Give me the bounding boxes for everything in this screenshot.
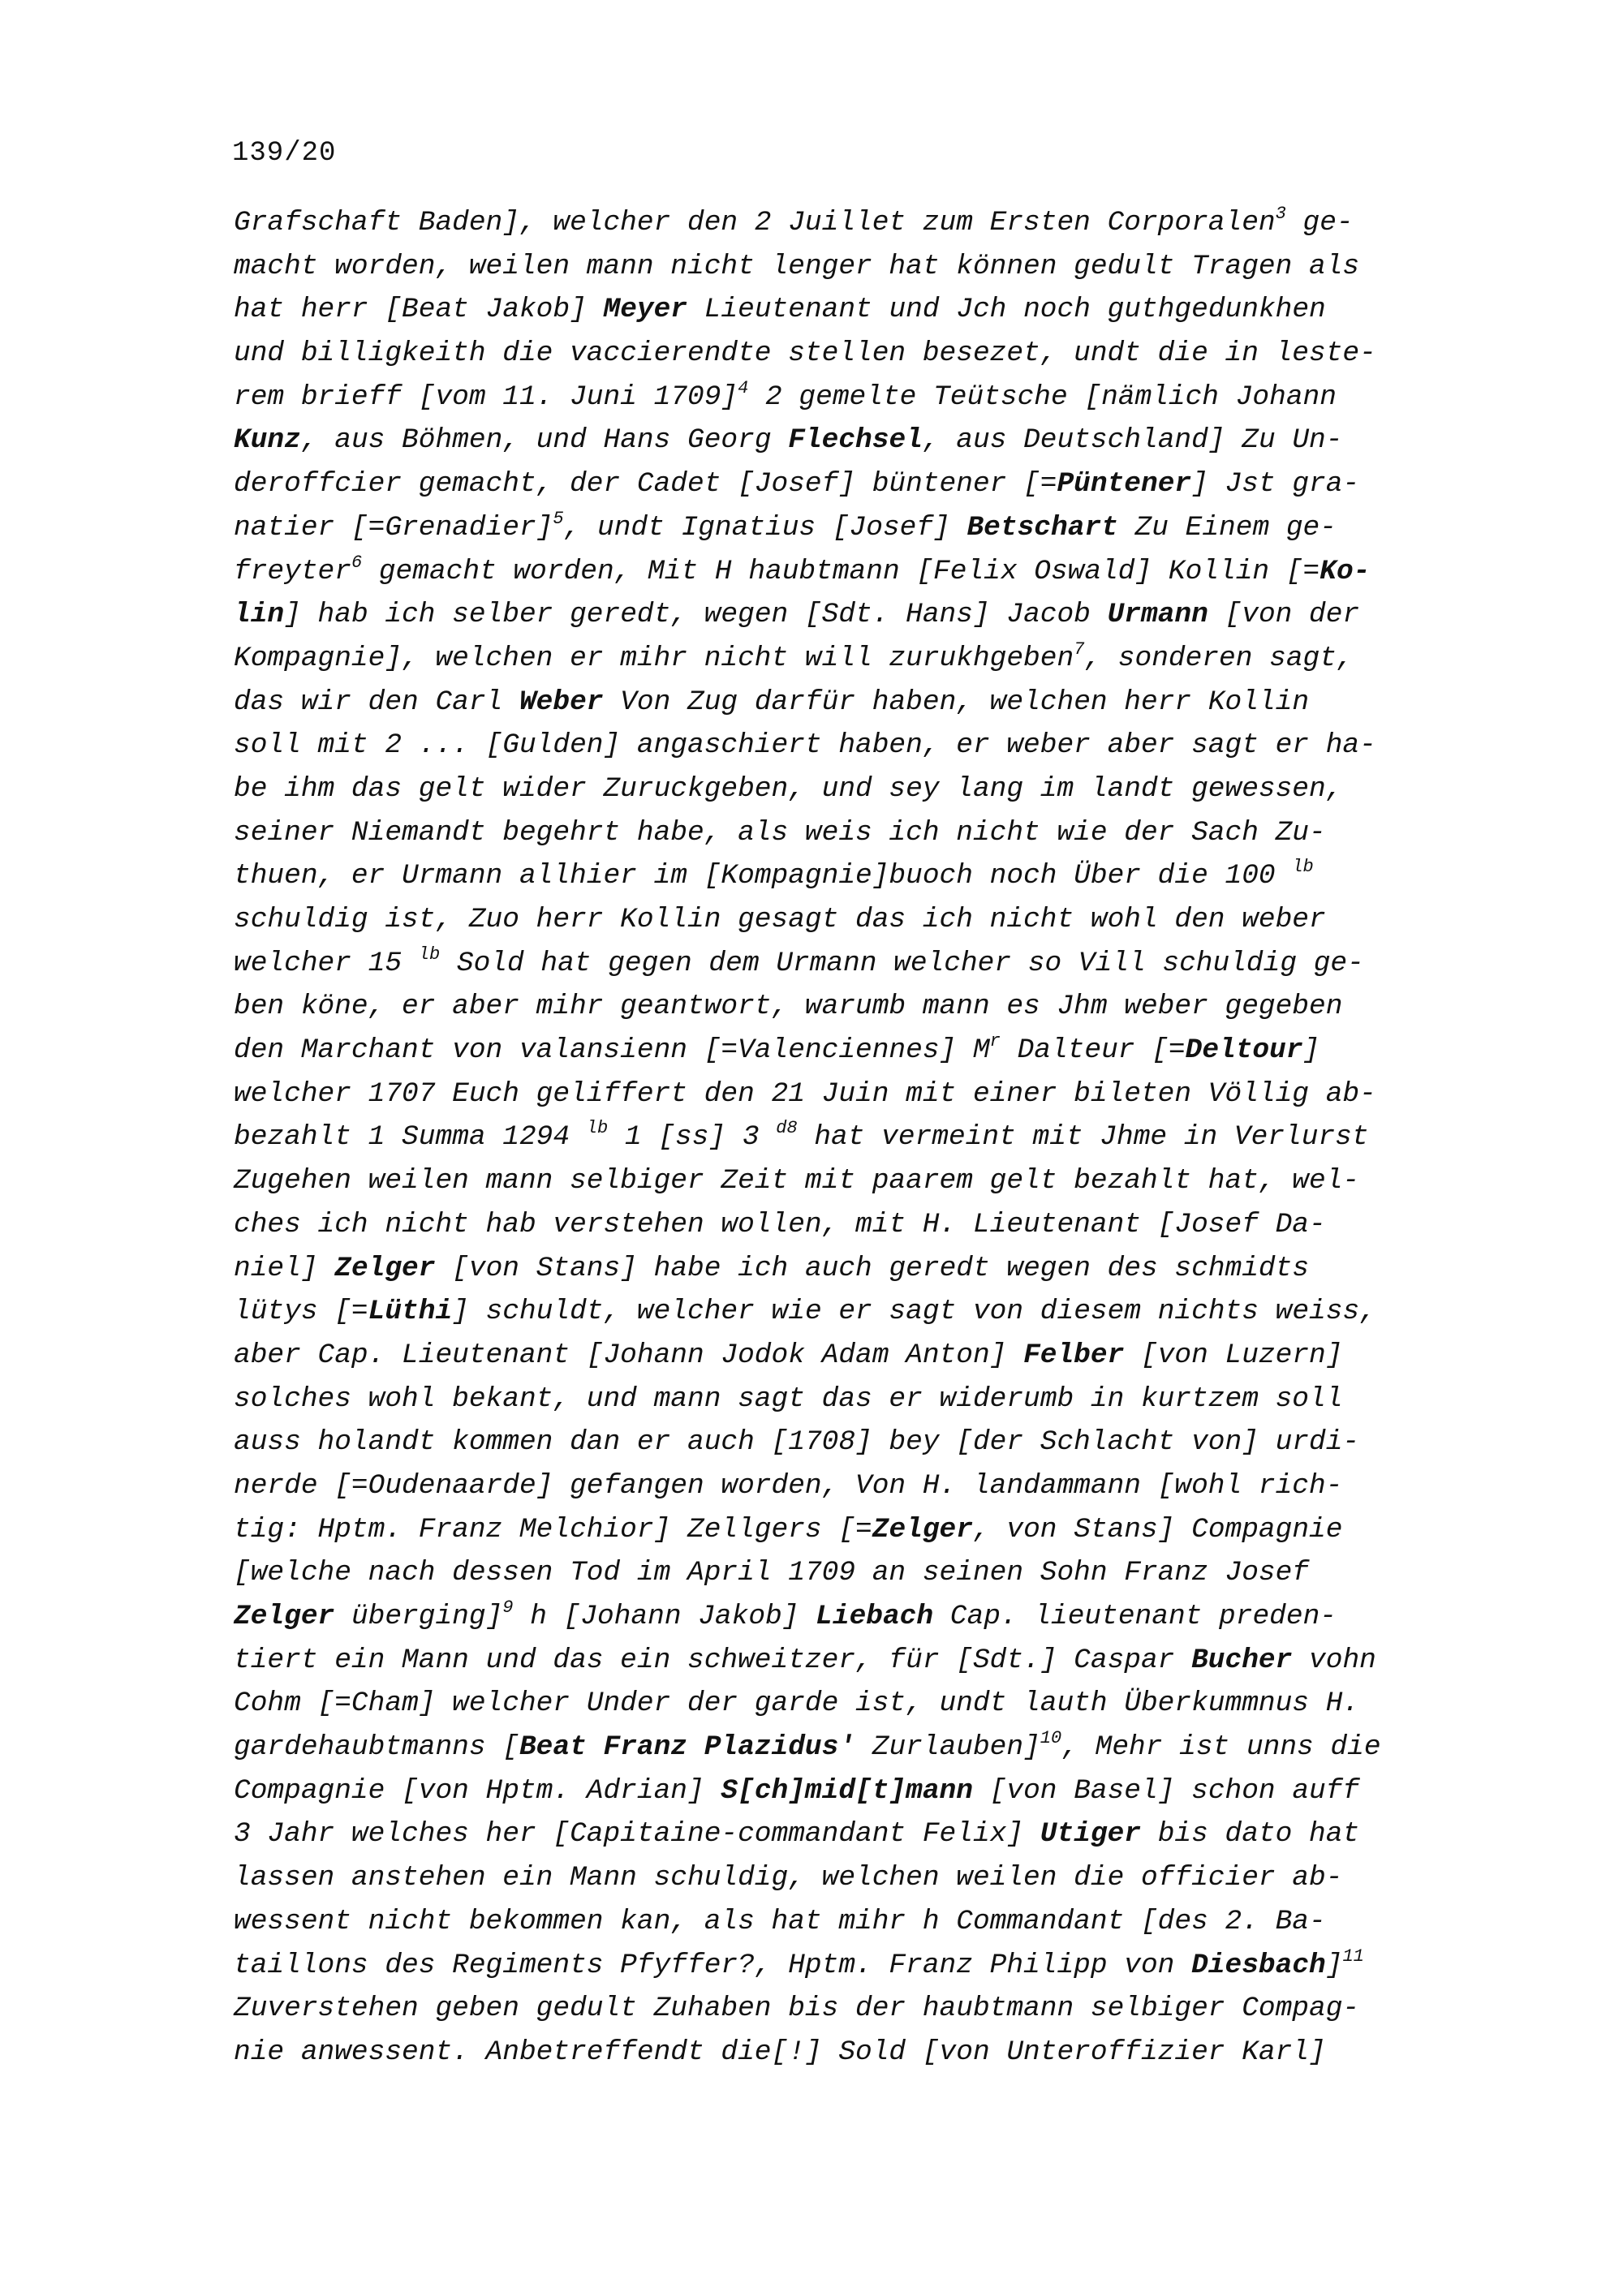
bold-name: Liebach (816, 1601, 934, 1632)
text-line (234, 1856, 1500, 1900)
footnote-marker: 7 (1074, 638, 1085, 660)
text-segment: hat vermeint mit Jhme in Verlurst (797, 1121, 1369, 1154)
text-segment: 2 gemelte Teütsche [nämlich Johann (748, 381, 1337, 413)
text-line (234, 1421, 1500, 1464)
text-line (234, 593, 1500, 637)
bold-name: Urmann (1107, 599, 1208, 631)
bold-name: Betschart (966, 511, 1118, 544)
text-line (234, 1247, 1500, 1291)
text-segment: überging] (334, 1601, 503, 1632)
bold-name: Zelger (872, 1513, 973, 1546)
page-number: 139/20 (232, 138, 337, 169)
bold-name: Felber (1023, 1339, 1125, 1371)
footnote-marker: 5 (553, 508, 564, 529)
text-line (234, 1726, 1500, 1769)
text-line (234, 1464, 1500, 1508)
text-segment: h [Johann Jakob] (513, 1601, 816, 1632)
text-segment: ] (1325, 1949, 1343, 1981)
text-line (234, 245, 1500, 289)
text-segment: , von Stans] Compagnie (972, 1513, 1343, 1546)
text-segment: 1 [ss] 3 (608, 1121, 777, 1154)
text-segment: ] (1302, 1034, 1320, 1067)
text-segment: Lieutenant und Jch noch guthgedunkhen (687, 294, 1326, 326)
text-segment: Zuverstehen geben gedult Zuhaben bis der haubtmann selbiger Compag- (234, 1993, 1360, 2025)
footnote-marker: 10 (1040, 1728, 1062, 1749)
text-segment: bis dato hat (1141, 1818, 1360, 1851)
text-line (234, 1334, 1500, 1378)
text-segment: ] hab ich selber geredt, wegen [Sdt. Hans] Jacob (284, 599, 1108, 631)
bold-name: Diesbach (1191, 1949, 1326, 1981)
text-segment: schuldig ist, Zuo herr Kollin gesagt das ich nicht wohl den weber (234, 904, 1326, 935)
text-segment: Sold hat gegen dem Urmann welcher so Vill schuldig ge- (440, 947, 1364, 979)
text-segment: , sonderen sagt, (1084, 642, 1354, 674)
text-line (234, 724, 1500, 767)
text-line (234, 2031, 1500, 2075)
text-line (234, 985, 1500, 1029)
footnote-marker: r (989, 1031, 1001, 1052)
text-segment: [von Basel] schon auff (972, 1774, 1360, 1807)
text-segment: wessent nicht bekommen kan, als hat mihr h Commandant [des 2. Ba- (234, 1905, 1326, 1937)
text-line (234, 1116, 1500, 1159)
text-segment: nerde [=Oudenaarde] gefangen worden, Von H. landammann [wohl rich- (234, 1469, 1343, 1502)
text-segment: , Mehr ist unns die (1061, 1731, 1381, 1764)
bold-name: lin (234, 599, 285, 631)
text-segment: gardehaubtmanns [ (234, 1731, 519, 1764)
footnote-marker: lb (418, 944, 441, 965)
footnote-marker: 9 (502, 1597, 514, 1618)
footnote-marker: 11 (1342, 1946, 1364, 1967)
bold-name: Deltour (1185, 1034, 1303, 1067)
text-segment: den Marchant von valansienn [=Valenciennes] M (234, 1034, 990, 1067)
footnote-marker: 3 (1275, 204, 1286, 224)
text-line (234, 462, 1500, 506)
text-line (234, 376, 1500, 419)
text-segment: Cap. lieutenant preden- (933, 1601, 1337, 1632)
text-segment: Compagnie [von Hptm. Adrian] (234, 1774, 721, 1807)
text-segment: niel] (234, 1252, 335, 1284)
bold-name: Bucher (1191, 1644, 1293, 1676)
text-line (234, 1682, 1500, 1726)
text-segment: gemacht worden, Mit H haubtmann [Felix Oswald] Kollin [= (362, 555, 1320, 587)
text-segment: [welche nach dessen Tod im April 1709 an seinen Sohn Franz Josef (234, 1557, 1310, 1589)
bold-name: Utiger (1040, 1818, 1141, 1851)
text-segment: soll mit 2 ... [Gulden] angaschiert haben, er weber aber sagt er ha- (234, 729, 1376, 762)
text-line (234, 1378, 1500, 1421)
text-line (234, 898, 1500, 942)
text-line (234, 1944, 1500, 1988)
text-segment: be ihm das gelt wider Zuruckgeben, und sey lang im landt gewessen, (234, 772, 1343, 805)
text-line (234, 419, 1500, 462)
text-segment: Cohm [=Cham] welcher Under der garde ist, undt lauth Überkummnus H. (234, 1688, 1360, 1720)
text-segment: natier [=Grenadier] (234, 511, 553, 544)
text-line (234, 1812, 1500, 1856)
text-segment: tig: Hptm. Franz Melchior] Zellgers [= (234, 1513, 872, 1546)
text-segment: bezahlt 1 Summa 1294 (234, 1121, 587, 1154)
text-line (234, 1987, 1500, 2031)
text-segment: ] Jst gra- (1191, 468, 1360, 501)
text-line (234, 506, 1500, 550)
text-segment: Kompagnie], welchen er mihr nicht will zurukhgeben (234, 642, 1074, 674)
text-segment: Von Zug darfür haben, welchen herr Kollin (603, 686, 1310, 718)
bold-name: Ko- (1319, 555, 1371, 587)
text-segment: hat herr [Beat Jakob] (234, 294, 604, 326)
text-segment: macht worden, weilen mann nicht lenger hat können gedult Tragen als (234, 250, 1360, 282)
text-line (234, 332, 1500, 376)
text-segment: und billigkeith die vaccierendte stellen besezet, undt die in leste- (234, 338, 1376, 370)
text-segment: tiert ein Mann und das ein schweitzer, für [Sdt.] Caspar (234, 1644, 1192, 1676)
text-line (234, 942, 1500, 986)
text-segment: welcher 1707 Euch geliffert den 21 Juin mit einer bileten Völlig ab- (234, 1077, 1376, 1110)
text-segment: Grafschaft Baden], welcher den 2 Juillet zum Ersten Corporalen (234, 207, 1276, 239)
footnote-marker: lb (586, 1118, 609, 1139)
bold-name: Püntener (1057, 468, 1192, 501)
text-line (234, 1639, 1500, 1683)
text-segment: [von Stans] habe ich auch geredt wegen des schmidts (435, 1252, 1310, 1284)
text-segment: Dalteur [= (1000, 1034, 1186, 1067)
bold-name: Lüthi (368, 1296, 453, 1328)
text-line (234, 288, 1500, 332)
text-segment: nie anwessent. Anbetreffendt die[!] Sold [von Unteroffizier Karl] (234, 2036, 1326, 2068)
text-segment: [von Luzern] (1124, 1339, 1343, 1371)
text-line (234, 811, 1500, 855)
text-segment: vohn (1292, 1644, 1376, 1676)
text-segment: ben köne, er aber mihr geantwort, warumb mann es Jhm weber gegeben (234, 991, 1343, 1023)
text-segment: solches wohl bekant, und mann sagt das er widerumb in kurtzem soll (234, 1382, 1343, 1415)
text-segment: taillons des Regiments Pfyffer?, Hptm. Franz Philipp von (234, 1949, 1192, 1981)
text-segment: lütys [= (234, 1296, 368, 1328)
text-segment: Zugehen weilen mann selbiger Zeit mit paarem gelt bezahlt hat, wel- (234, 1165, 1360, 1197)
footnote-marker: lb (1292, 857, 1314, 878)
bold-name: Weber (519, 686, 604, 718)
text-segment: welcher 15 (234, 947, 419, 979)
text-line (234, 1029, 1500, 1073)
bold-name: Beat Franz Plazidus' (519, 1731, 856, 1764)
bold-name: Kunz (234, 424, 301, 457)
text-segment: thuen, er Urmann allhier im [Kompagnie]buoch noch Über die 100 (234, 860, 1293, 892)
text-line (234, 637, 1500, 681)
text-segment: ge- (1285, 207, 1354, 239)
text-line (234, 681, 1500, 724)
bold-name: Zelger (334, 1252, 436, 1284)
text-line (234, 1073, 1500, 1116)
footnote-marker: 4 (738, 377, 749, 398)
text-segment: [von der (1208, 599, 1360, 631)
text-segment: , aus Deutschland] Zu Un- (922, 424, 1343, 457)
text-line (234, 1203, 1500, 1247)
text-segment: freyter (234, 555, 351, 587)
text-segment: deroffcier gemacht, der Cadet [Josef] büntener [= (234, 468, 1057, 501)
bold-name: Meyer (603, 294, 688, 326)
text-line (234, 201, 1500, 245)
footnote-marker: 6 (351, 552, 363, 573)
text-line (234, 1290, 1500, 1334)
text-segment: ] schuldt, welcher wie er sagt von diesem nichts weiss, (452, 1296, 1376, 1328)
bold-name: S[ch]mid[t]mann (721, 1774, 973, 1807)
text-segment: , undt Ignatius [Josef] (563, 511, 967, 544)
text-segment: Zurlauben] (855, 1731, 1040, 1764)
text-segment: seiner Niemandt begehrt habe, als weis ich nicht wie der Sach Zu- (234, 816, 1326, 849)
text-segment: ches ich nicht hab verstehen wollen, mit H. Lieutenant [Josef Da- (234, 1208, 1326, 1240)
text-line (234, 1595, 1500, 1639)
transcription-body (234, 201, 1500, 2075)
text-line (234, 550, 1500, 594)
text-segment: aber Cap. Lieutenant [Johann Jodok Adam Anton] (234, 1339, 1024, 1371)
text-line (234, 1551, 1500, 1595)
text-segment: , aus Böhmen, und Hans Georg (300, 424, 789, 457)
text-segment: Zu Einem ge- (1117, 511, 1337, 544)
text-segment: lassen anstehen ein Mann schuldig, welchen weilen die officier ab- (234, 1862, 1343, 1894)
text-segment: rem brieff [vom 11. Juni 1709] (234, 381, 738, 413)
text-line (234, 1159, 1500, 1203)
text-line (234, 1508, 1500, 1552)
bold-name: Flechsel (788, 424, 923, 457)
text-line (234, 767, 1500, 811)
text-line (234, 1900, 1500, 1944)
text-segment: auss holandt kommen dan er auch [1708] bey [der Schlacht von] urdi- (234, 1426, 1360, 1459)
footnote-marker: d8 (776, 1118, 798, 1139)
text-segment: 3 Jahr welches her [Capitaine-commandant Felix] (234, 1818, 1040, 1851)
bold-name: Zelger (234, 1601, 335, 1632)
text-line (234, 854, 1500, 898)
text-line (234, 1769, 1500, 1813)
text-segment: das wir den Carl (234, 686, 519, 718)
